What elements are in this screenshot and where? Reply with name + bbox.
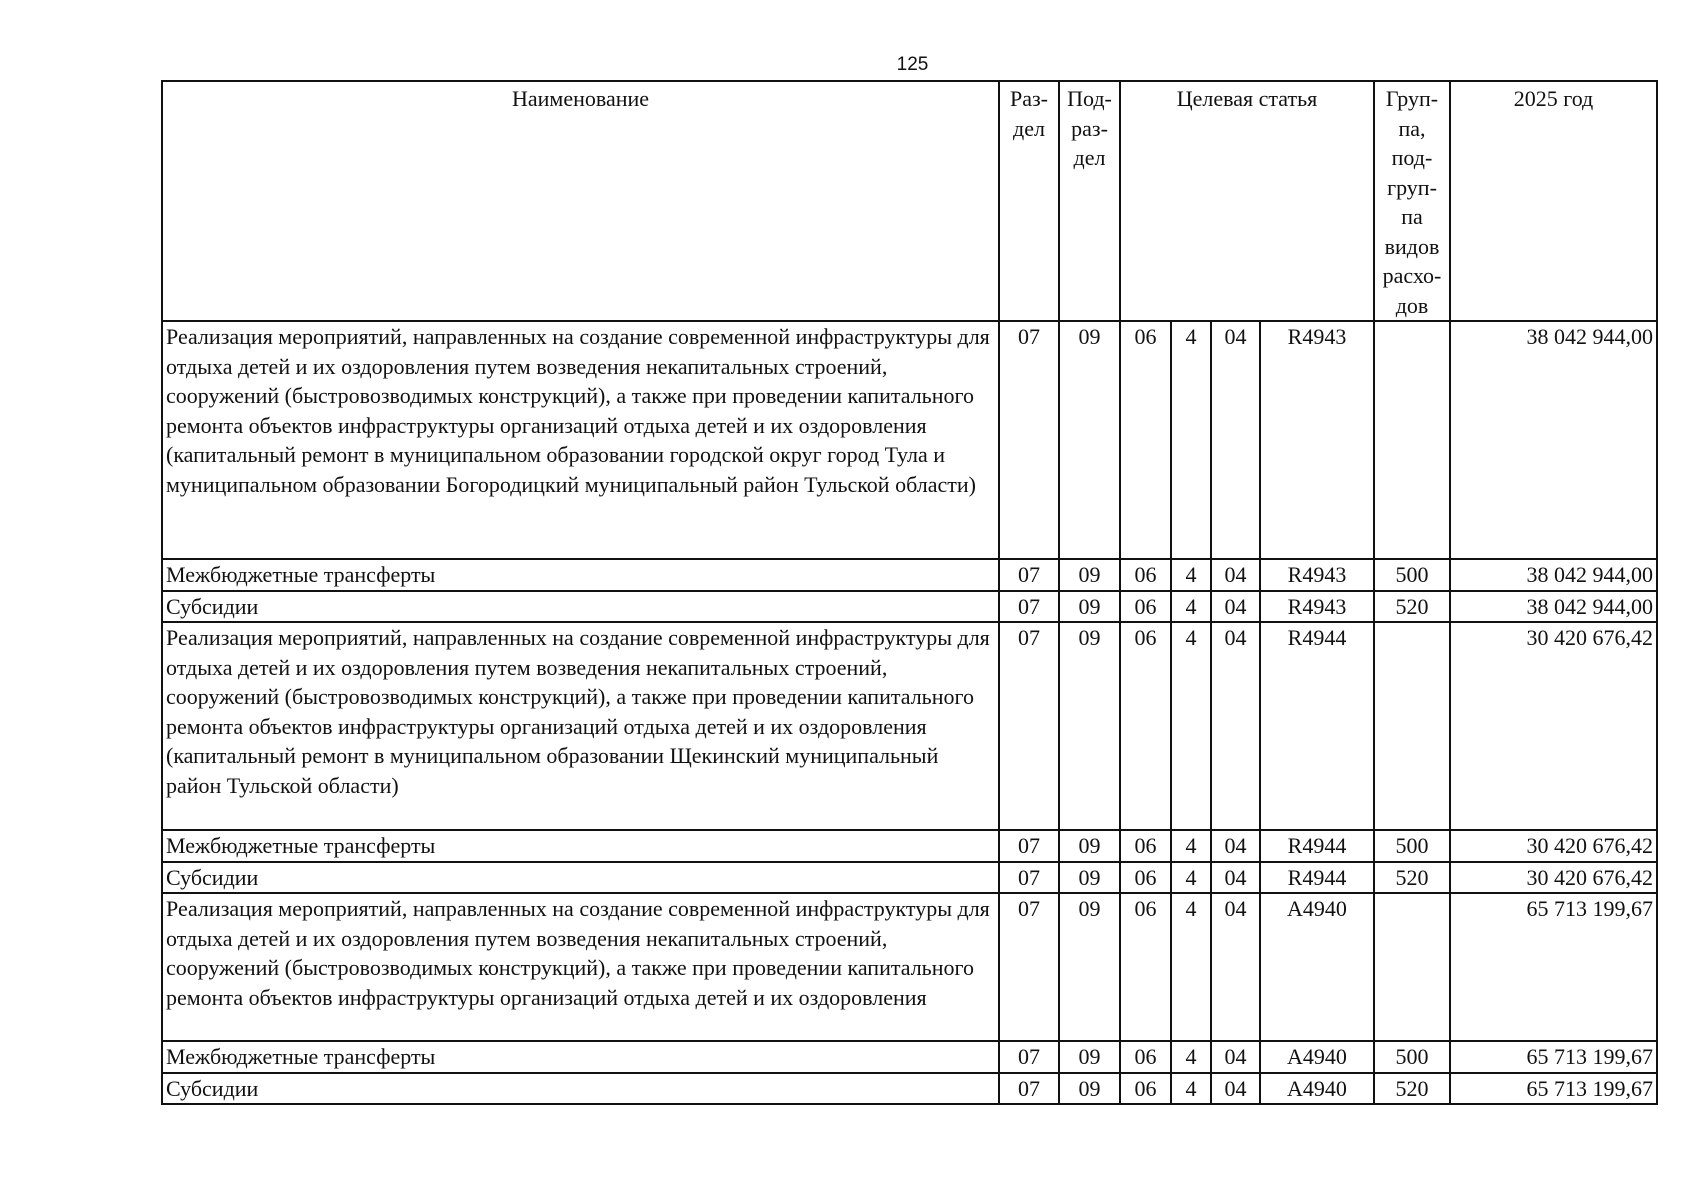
cell-ts3: 04: [1211, 559, 1260, 591]
cell-name: Межбюджетные трансферты: [162, 830, 999, 862]
header-podrazdel: Под- раз- дел: [1059, 81, 1120, 321]
table-row: [162, 622, 1657, 830]
table-row: [162, 893, 1657, 1041]
cell-ts1: 06: [1120, 862, 1171, 894]
cell-ts1: 06: [1120, 1073, 1171, 1105]
cell-ts1: 06: [1120, 321, 1171, 559]
cell-ts3: 04: [1211, 862, 1260, 894]
cell-amount: 65 713 199,67: [1450, 1041, 1657, 1073]
cell-podrazdel: 09: [1059, 1041, 1120, 1073]
cell-razdel: 07: [999, 559, 1059, 591]
cell-name: Межбюджетные трансферты: [162, 559, 999, 591]
cell-razdel: 07: [999, 1073, 1059, 1105]
cell-gruppa: 500: [1374, 559, 1450, 591]
header-row: [162, 81, 1657, 321]
cell-ts2: 4: [1171, 830, 1211, 862]
cell-amount: 30 420 676,42: [1450, 862, 1657, 894]
cell-gruppa: [1374, 622, 1450, 830]
cell-ts3: 04: [1211, 1073, 1260, 1105]
cell-ts1: 06: [1120, 622, 1171, 830]
table-row: [162, 321, 1657, 559]
cell-razdel: 07: [999, 622, 1059, 830]
cell-ts1: 06: [1120, 559, 1171, 591]
cell-razdel: 07: [999, 321, 1059, 559]
budget-table: [161, 80, 1658, 1105]
header-year: 2025 год: [1450, 81, 1657, 321]
cell-ts3: 04: [1211, 830, 1260, 862]
table-row: [162, 1073, 1657, 1105]
table-row: [162, 1041, 1657, 1073]
cell-ts4: А4940: [1260, 1041, 1374, 1073]
cell-razdel: 07: [999, 1041, 1059, 1073]
header-tselevaya-statya: Целевая статья: [1120, 81, 1374, 321]
header-name: Наименование: [162, 81, 999, 321]
cell-gruppa: 500: [1374, 830, 1450, 862]
cell-razdel: 07: [999, 591, 1059, 623]
header-gruppa: Груп- па, под- груп- па видов расхо- дов: [1374, 81, 1450, 321]
table-body: [162, 321, 1657, 1104]
cell-razdel: 07: [999, 830, 1059, 862]
cell-amount: 30 420 676,42: [1450, 622, 1657, 830]
cell-name: Межбюджетные трансферты: [162, 1041, 999, 1073]
cell-ts4: R4943: [1260, 559, 1374, 591]
cell-name: Субсидии: [162, 1073, 999, 1105]
cell-podrazdel: 09: [1059, 893, 1120, 1041]
cell-ts1: 06: [1120, 591, 1171, 623]
cell-ts2: 4: [1171, 321, 1211, 559]
cell-podrazdel: 09: [1059, 1073, 1120, 1105]
cell-ts2: 4: [1171, 1041, 1211, 1073]
table-row: [162, 862, 1657, 894]
cell-amount: 38 042 944,00: [1450, 321, 1657, 559]
cell-ts3: 04: [1211, 591, 1260, 623]
cell-ts2: 4: [1171, 1073, 1211, 1105]
cell-gruppa: [1374, 893, 1450, 1041]
cell-ts2: 4: [1171, 893, 1211, 1041]
cell-amount: 38 042 944,00: [1450, 559, 1657, 591]
cell-ts4: R4943: [1260, 321, 1374, 559]
cell-ts3: 04: [1211, 622, 1260, 830]
cell-ts4: А4940: [1260, 893, 1374, 1041]
cell-ts3: 04: [1211, 321, 1260, 559]
cell-podrazdel: 09: [1059, 321, 1120, 559]
cell-amount: 65 713 199,67: [1450, 893, 1657, 1041]
cell-amount: 65 713 199,67: [1450, 1073, 1657, 1105]
cell-razdel: 07: [999, 893, 1059, 1041]
cell-name: Реализация мероприятий, направленных на создание современной инфраструктуры для отдыха детей и их оздоровления путем возведения некапитальных строений, сооружений (быстровозводимых конструкций), а также при проведении капитального ремонта объектов инфраструктуры организаций отдыха детей и их оздоровления: [162, 893, 999, 1041]
cell-name: Субсидии: [162, 591, 999, 623]
cell-name: Субсидии: [162, 862, 999, 894]
cell-ts2: 4: [1171, 622, 1211, 830]
cell-amount: 38 042 944,00: [1450, 591, 1657, 623]
cell-amount: 30 420 676,42: [1450, 830, 1657, 862]
cell-ts4: А4940: [1260, 1073, 1374, 1105]
cell-podrazdel: 09: [1059, 830, 1120, 862]
table-row: [162, 830, 1657, 862]
cell-razdel: 07: [999, 862, 1059, 894]
cell-gruppa: 520: [1374, 591, 1450, 623]
cell-podrazdel: 09: [1059, 559, 1120, 591]
cell-ts2: 4: [1171, 559, 1211, 591]
cell-ts2: 4: [1171, 591, 1211, 623]
cell-ts3: 04: [1211, 1041, 1260, 1073]
cell-gruppa: 500: [1374, 1041, 1450, 1073]
cell-ts4: R4943: [1260, 591, 1374, 623]
cell-ts3: 04: [1211, 893, 1260, 1041]
cell-ts4: R4944: [1260, 622, 1374, 830]
cell-podrazdel: 09: [1059, 591, 1120, 623]
table-row: [162, 559, 1657, 591]
cell-ts1: 06: [1120, 1041, 1171, 1073]
cell-ts4: R4944: [1260, 830, 1374, 862]
cell-ts4: R4944: [1260, 862, 1374, 894]
cell-ts2: 4: [1171, 862, 1211, 894]
page-number: 125: [896, 54, 929, 75]
cell-gruppa: 520: [1374, 1073, 1450, 1105]
table-row: [162, 591, 1657, 623]
cell-ts1: 06: [1120, 893, 1171, 1041]
header-razdel: Раз- дел: [999, 81, 1059, 321]
cell-name: Реализация мероприятий, направленных на создание современной инфраструктуры для отдыха детей и их оздоровления путем возведения некапитальных строений, сооружений (быстровозводимых конструкций), а также при проведении капитального ремонта объектов инфраструктуры организаций отдыха детей и их оздоровления (капитальный ремонт в муниципальном образовании городской округ город Тула и муниципальном образовании Богородицкий муниципальный район Тульской области): [162, 321, 999, 559]
cell-gruppa: 520: [1374, 862, 1450, 894]
cell-ts1: 06: [1120, 830, 1171, 862]
cell-name: Реализация мероприятий, направленных на создание современной инфраструктуры для отдыха детей и их оздоровления путем возведения некапитальных строений, сооружений (быстровозводимых конструкций), а также при проведении капитального ремонта объектов инфраструктуры организаций отдыха детей и их оздоровления (капитальный ремонт в муниципальном образовании Щекинский муниципальный район Тульской области): [162, 622, 999, 830]
cell-podrazdel: 09: [1059, 622, 1120, 830]
cell-podrazdel: 09: [1059, 862, 1120, 894]
cell-gruppa: [1374, 321, 1450, 559]
